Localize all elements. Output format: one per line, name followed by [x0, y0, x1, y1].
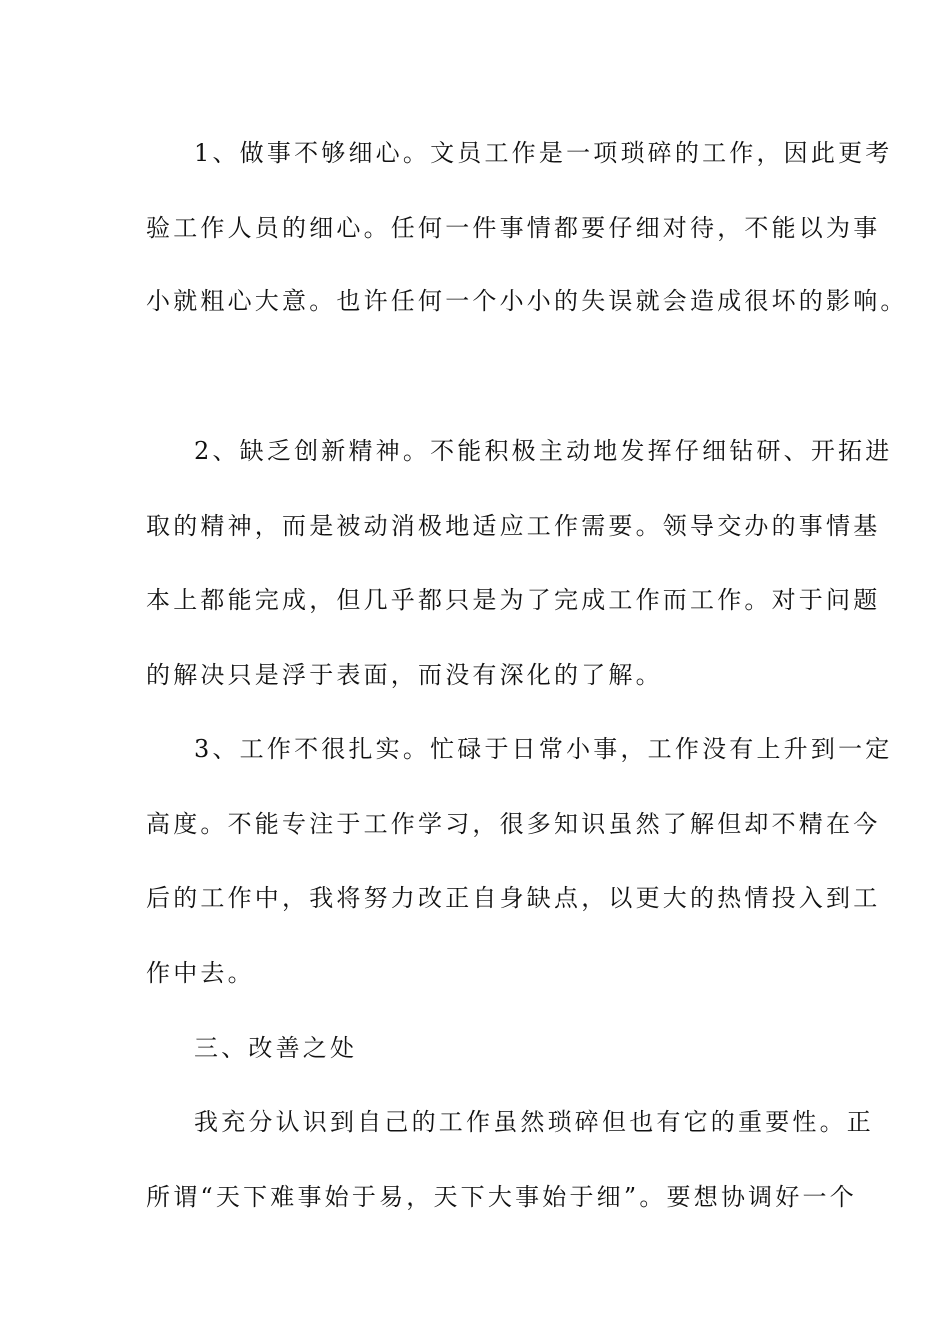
paragraph-2-line-2: 取的精神，而是被动消极地适应工作需要。领导交办的事情基: [146, 512, 881, 540]
section-heading: 三、改善之处: [194, 1034, 358, 1062]
paragraph-3-line-1: 3、工作不很扎实。忙碌于日常小事，工作没有上升到一定: [194, 735, 893, 763]
paragraph-2-line-1: 2、缺乏创新精神。不能积极主动地发挥仔细钻研、开拓进: [194, 437, 893, 465]
paragraph-2-line-3: 本上都能完成，但几乎都只是为了完成工作而工作。对于问题: [146, 586, 881, 614]
paragraph-2-line-4: 的解决只是浮于表面，而没有深化的了解。: [146, 661, 663, 689]
paragraph-1-line-3: 小就粗心大意。也许任何一个小小的失误就会造成很坏的影响。: [146, 287, 908, 315]
paragraph-4-line-1: 我充分认识到自己的工作虽然琐碎但也有它的重要性。正: [194, 1108, 874, 1136]
paragraph-1-line-2: 验工作人员的细心。任何一件事情都要仔细对待，不能以为事: [146, 214, 881, 242]
paragraph-1-line-1: 1、做事不够细心。文员工作是一项琐碎的工作，因此更考: [194, 139, 893, 167]
paragraph-4-line-2: 所谓“天下难事始于易，天下大事始于细”。要想协调好一个: [146, 1183, 857, 1211]
paragraph-3-line-4: 作中去。: [146, 959, 255, 987]
paragraph-3-line-2: 高度。不能专注于工作学习，很多知识虽然了解但却不精在今: [146, 810, 881, 838]
paragraph-3-line-3: 后的工作中，我将努力改正自身缺点，以更大的热情投入到工: [146, 884, 881, 912]
